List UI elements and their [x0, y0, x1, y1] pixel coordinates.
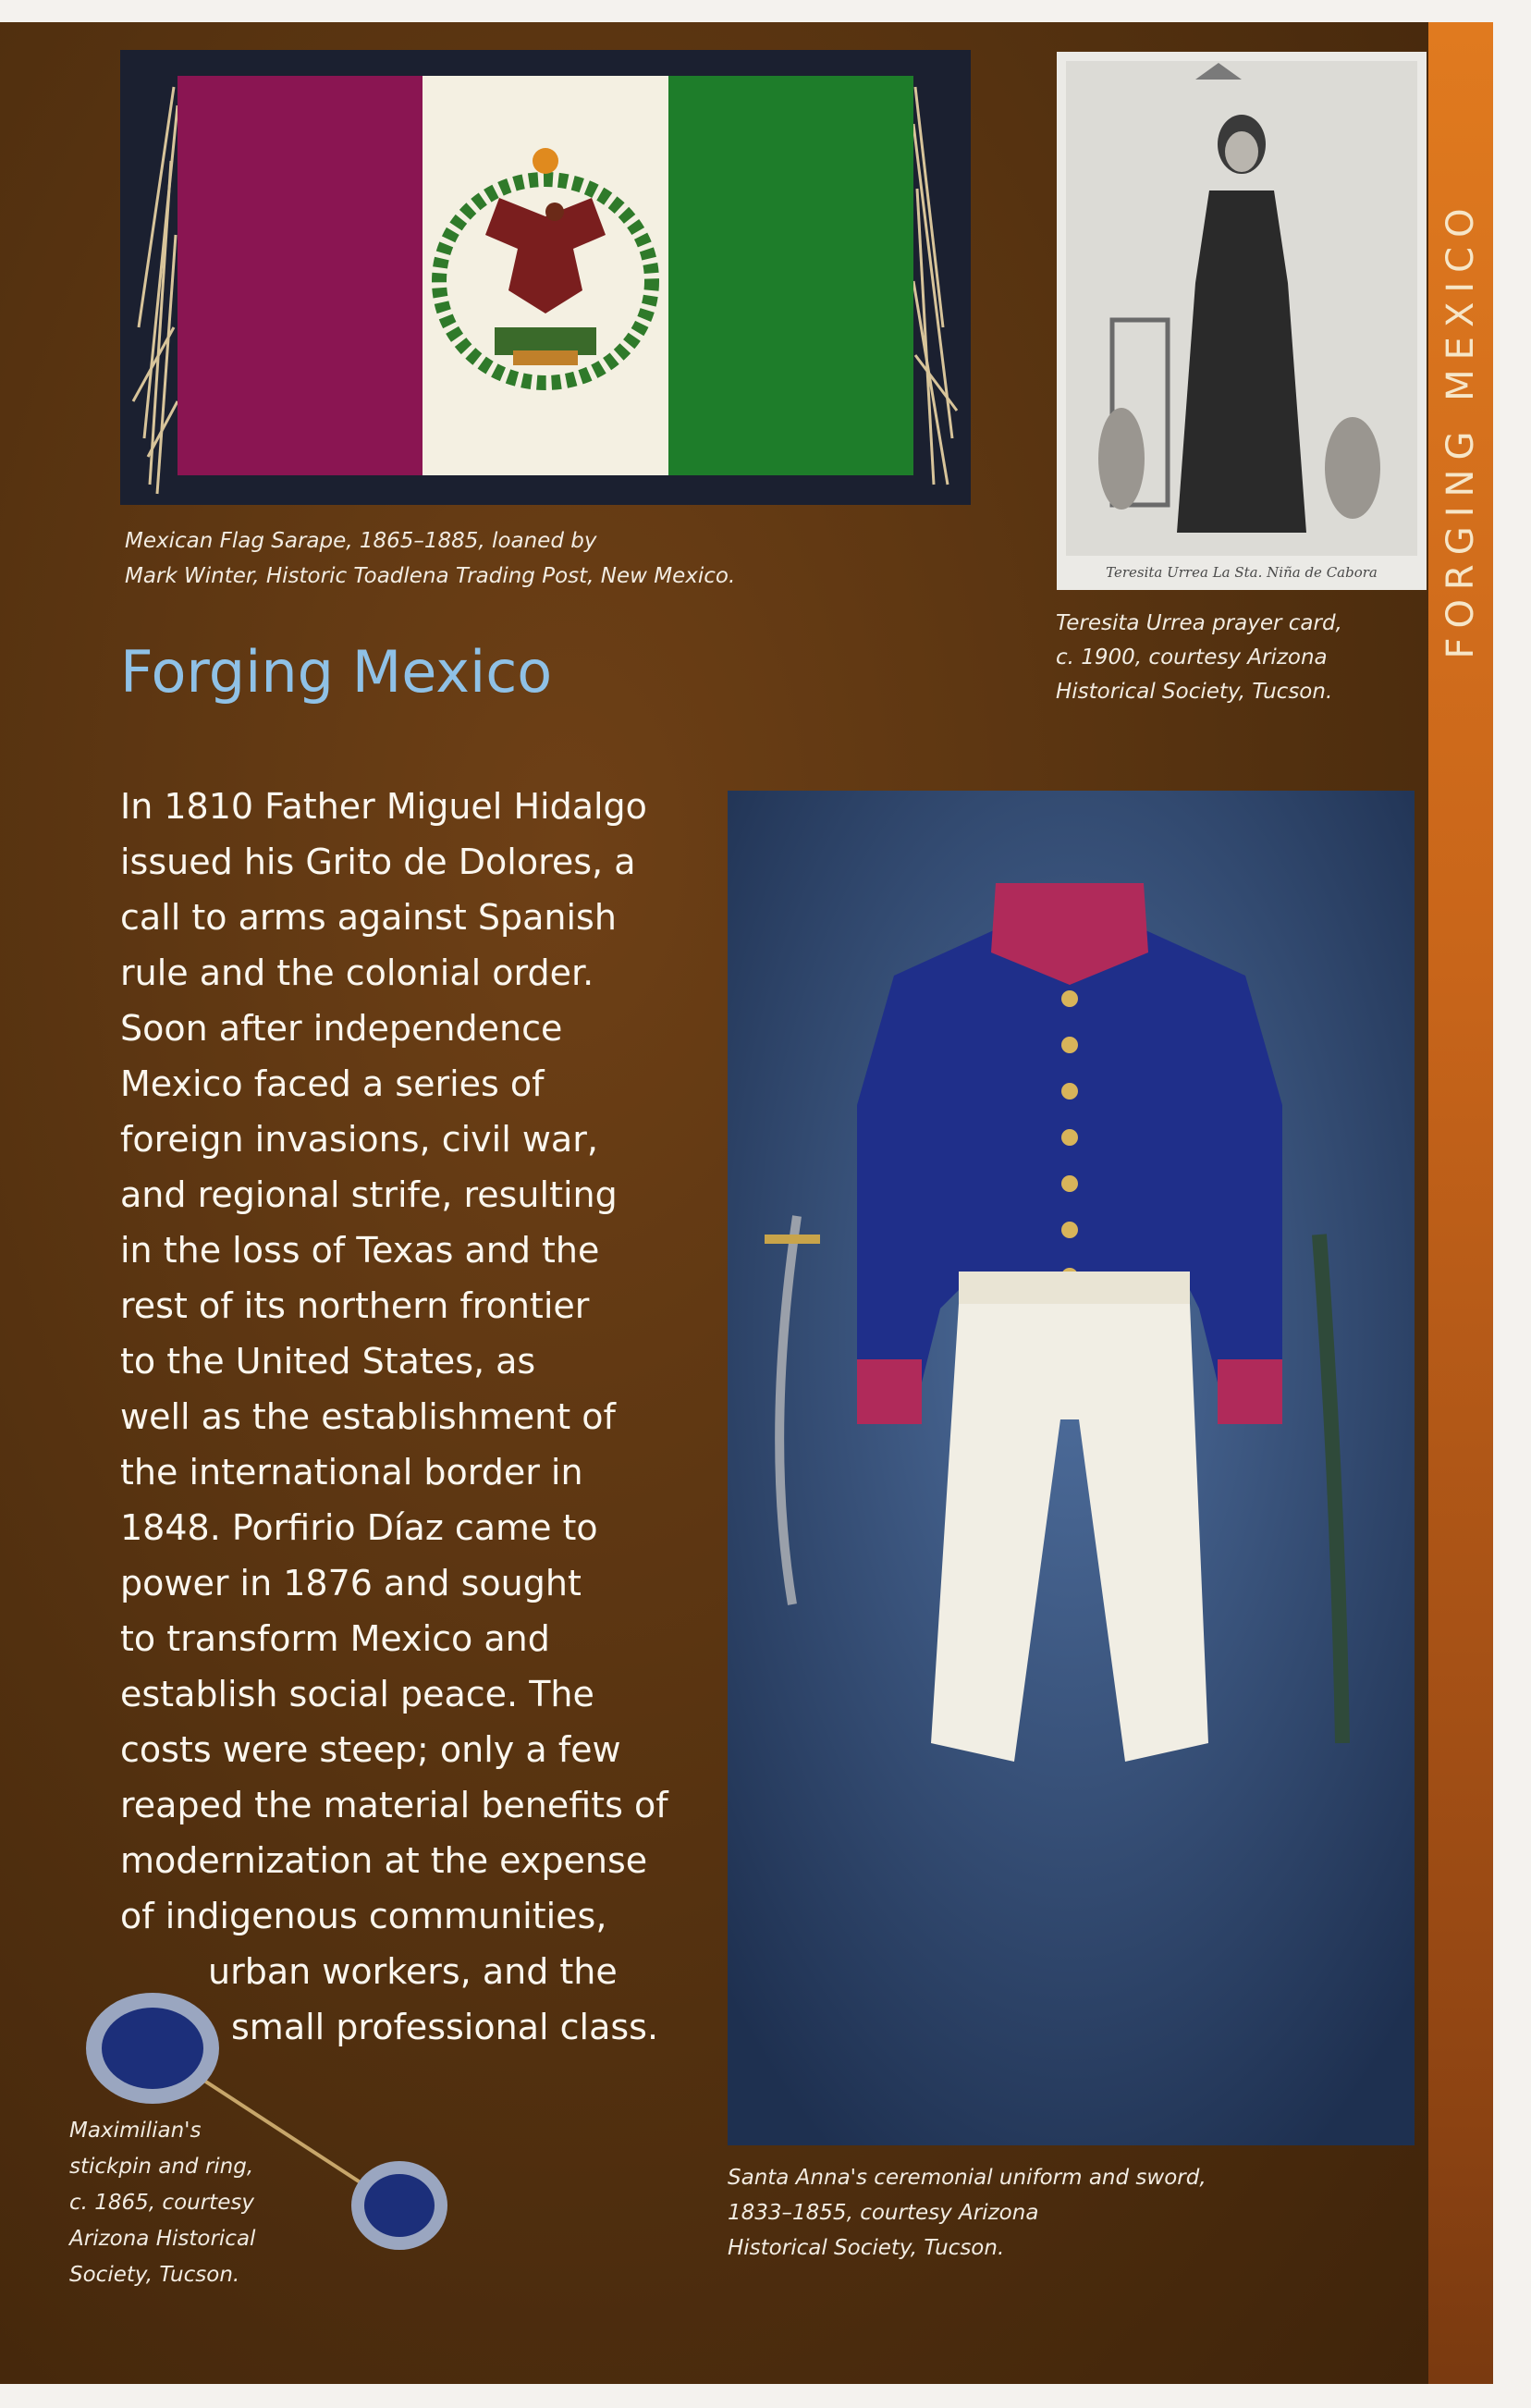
body-line: and regional strife, resulting: [120, 1174, 618, 1215]
flag-sarape-image: [120, 50, 971, 505]
prayer-caption-line-1: Teresita Urrea prayer card,: [1056, 611, 1342, 635]
flag-green-band: [668, 76, 913, 475]
body-line: of indigenous communities,: [120, 1896, 607, 1936]
sword-hilt: [765, 1235, 820, 1244]
stickpin-center: [102, 2008, 203, 2089]
flag-red-band: [178, 76, 423, 475]
body-line: well as the establishment of: [120, 1396, 616, 1437]
uniform-caption-line-3: Historical Society, Tucson.: [728, 2236, 1005, 2260]
flag-sarape-photo: [120, 50, 971, 505]
body-line: rest of its northern frontier: [120, 1285, 590, 1326]
prayer-caption-line-3: Historical Society, Tucson.: [1056, 680, 1333, 704]
body-line: Soon after independence: [120, 1008, 563, 1049]
body-line: modernization at the expense: [120, 1840, 648, 1881]
cherub-left: [1098, 408, 1145, 510]
uniform-caption: [728, 2160, 1206, 2266]
body-line: power in 1876 and sought: [120, 1563, 582, 1603]
prayer-card-inscription: Teresita Urrea La Sta. Niña de Cabora: [1106, 564, 1378, 581]
stickpin-caption-line-3: c. 1865, courtesy: [69, 2191, 254, 2215]
body-line: call to arms against Spanish: [120, 897, 617, 938]
flag-sarape-caption: [125, 523, 735, 594]
body-line: foreign invasions, civil war,: [120, 1119, 598, 1160]
body-line: 1848. Porfirio Díaz came to: [120, 1507, 598, 1548]
body-line: small professional class.: [231, 2007, 659, 2047]
stickpin-caption-line-5: Society, Tucson.: [69, 2263, 240, 2287]
stickpin-caption-line-4: Arizona Historical: [69, 2227, 256, 2251]
body-line: establish social peace. The: [120, 1674, 594, 1714]
body-line: issued his Grito de Dolores, a: [120, 842, 636, 882]
body-line: to transform Mexico and: [120, 1618, 550, 1659]
uniform-belt: [959, 1272, 1190, 1304]
prayer-card-photo: [1057, 52, 1427, 590]
uniform-caption-line-2: 1833–1855, courtesy Arizona: [728, 2201, 1039, 2225]
body-line: to the United States, as: [120, 1341, 536, 1382]
stickpin-caption: [69, 2113, 255, 2293]
uniform-photo: [728, 791, 1415, 2145]
flag-caption-line-1: Mexican Flag Sarape, 1865–1885, loaned by: [125, 529, 597, 553]
stickpin-caption-line-1: Maximilian's: [69, 2119, 202, 2143]
ring-center: [364, 2174, 435, 2237]
body-line: in the loss of Texas and the: [120, 1230, 600, 1271]
body-line: the international border in: [120, 1452, 583, 1493]
section-sidebar: [1428, 22, 1493, 2384]
prayer-card-image: [1057, 52, 1427, 590]
prayer-caption-line-2: c. 1900, courtesy Arizona: [1056, 645, 1328, 670]
body-line: reaped the material benefits of: [120, 1785, 668, 1825]
page-title: Forging Mexico: [120, 638, 553, 706]
body-line: costs were steep; only a few: [120, 1729, 621, 1770]
cherub-right: [1325, 417, 1380, 519]
uniform-caption-line-1: Santa Anna's ceremonial uniform and sword,: [728, 2166, 1206, 2190]
body-line: urban workers, and the: [208, 1951, 618, 1992]
body-line: Mexico faced a series of: [120, 1063, 545, 1104]
stickpin-caption-line-2: stickpin and ring,: [69, 2155, 254, 2179]
body-line: rule and the colonial order.: [120, 952, 594, 993]
sidebar-section-label: FORGING MEXICO: [1439, 199, 1482, 659]
body-paragraph: [120, 779, 668, 2055]
flag-caption-line-2: Mark Winter, Historic Toadlena Trading Post, New Mexico.: [125, 564, 736, 588]
prayer-card-caption: [1056, 607, 1342, 709]
uniform-image: [728, 791, 1415, 2145]
body-line: In 1810 Father Miguel Hidalgo: [120, 786, 647, 827]
